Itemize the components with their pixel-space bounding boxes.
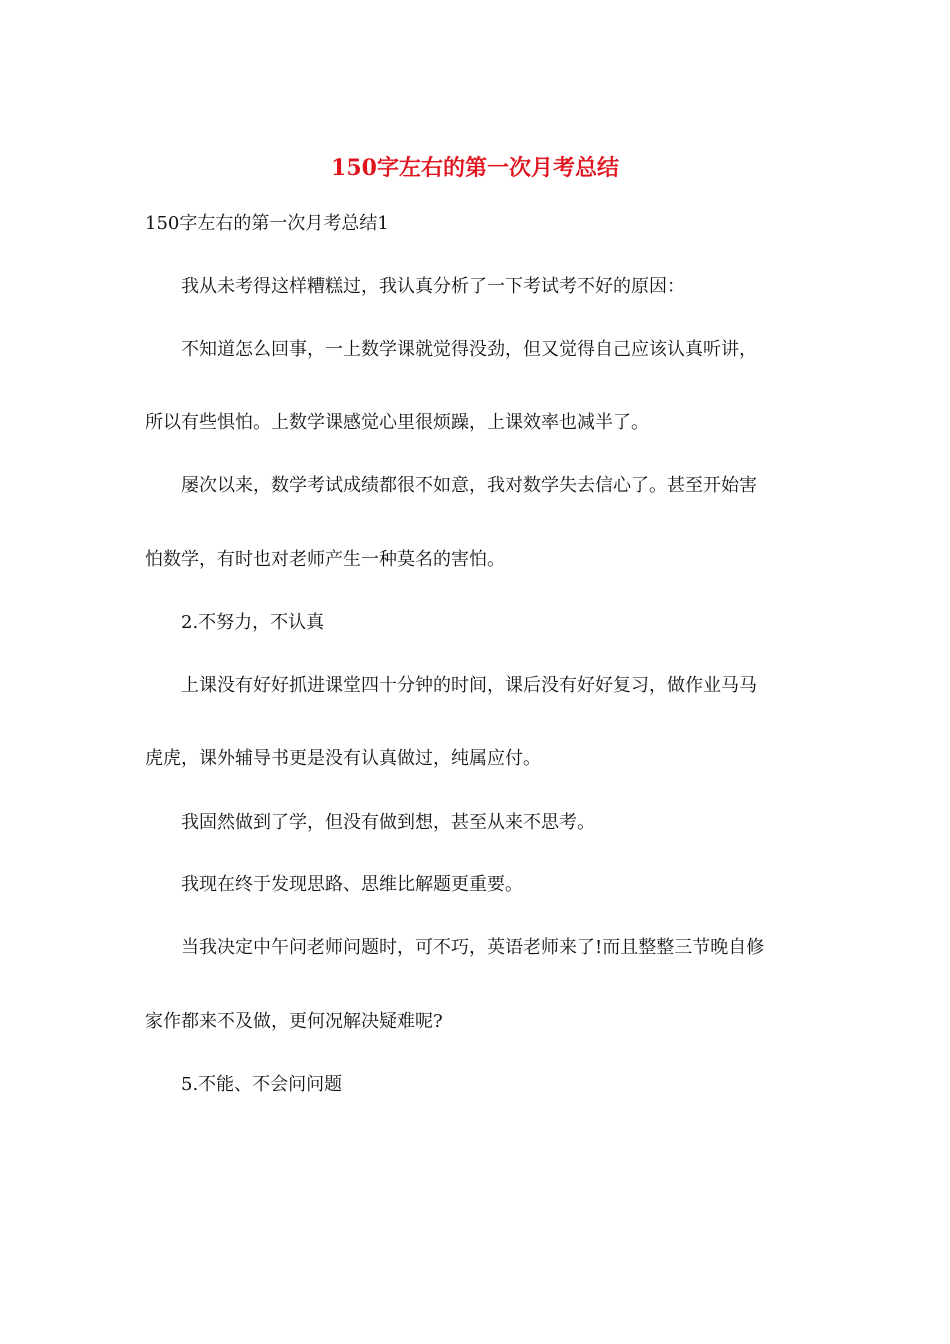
section-heading: 150字左右的第一次月考总结1: [145, 213, 389, 234]
paragraph-line: 不知道怎么回事，一上数学课就觉得没劲，但又觉得自己应该认真听讲，: [181, 339, 757, 360]
paragraph-line: 我现在终于发现思路、思维比解题更重要。: [181, 874, 523, 895]
paragraph-line: 当我决定中午问老师问题时，可不巧，英语老师来了!而且整整三节晚自修: [181, 937, 765, 958]
paragraph-line: 所以有些惧怕。上数学课感觉心里很烦躁，上课效率也减半了。: [145, 412, 649, 433]
paragraph-line: 虎虎，课外辅导书更是没有认真做过，纯属应付。: [145, 748, 541, 769]
paragraph-line: 我从未考得这样糟糕过，我认真分析了一下考试考不好的原因：: [181, 276, 685, 297]
paragraph-line: 家作都来不及做，更何况解决疑难呢?: [145, 1011, 443, 1032]
paragraph-line: 我固然做到了学，但没有做到想，甚至从来不思考。: [181, 812, 595, 833]
list-heading: 2.不努力，不认真: [181, 612, 325, 633]
paragraph-line: 怕数学，有时也对老师产生一种莫名的害怕。: [145, 549, 505, 570]
paragraph-line: 屡次以来，数学考试成绩都很不如意，我对数学失去信心了。甚至开始害: [181, 475, 757, 496]
list-heading: 5.不能、不会问问题: [181, 1074, 343, 1095]
paragraph-line: 上课没有好好抓进课堂四十分钟的时间，课后没有好好复习，做作业马马: [181, 675, 757, 696]
document-title: 150字左右的第一次月考总结: [331, 155, 619, 181]
